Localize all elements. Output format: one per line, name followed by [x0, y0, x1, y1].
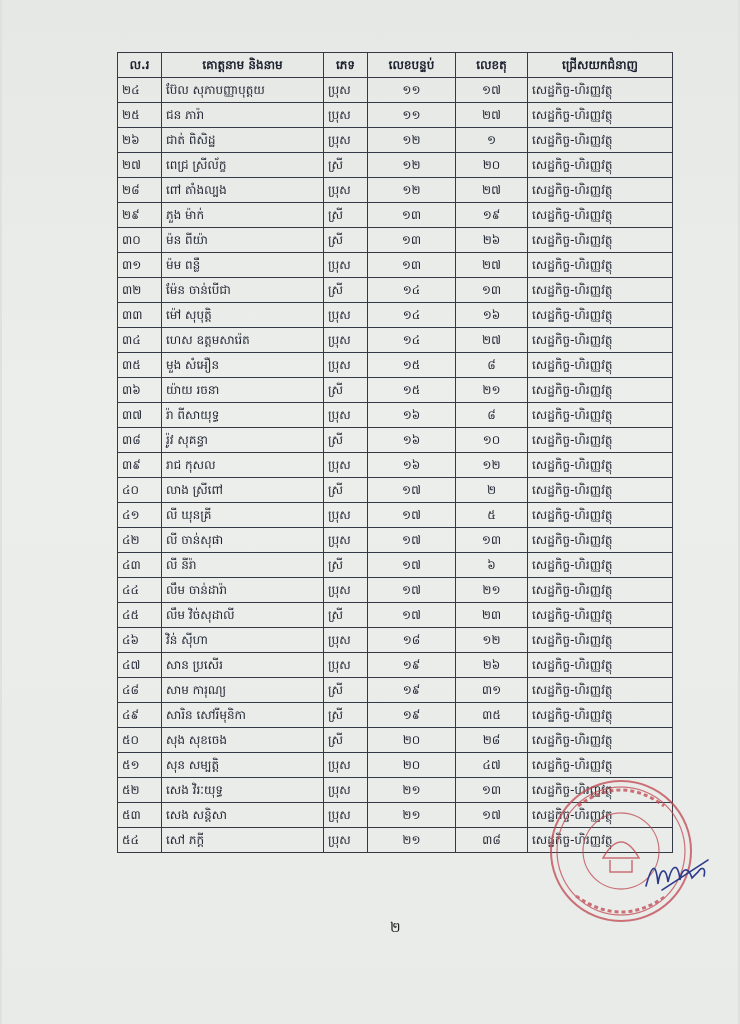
cell-number: ២៧ — [118, 153, 162, 178]
cell-number: ៣៤ — [118, 328, 162, 353]
table-row — [118, 378, 673, 403]
cell-number: ៣៥ — [118, 353, 162, 378]
cell-number: ៣៧ — [118, 403, 162, 428]
table-row — [118, 403, 673, 428]
cell-room-number: ២១ — [368, 778, 456, 803]
cell-chosen-major: សេដ្ឋកិច្ច-ហិរញ្ញវត្ថុ — [528, 428, 673, 453]
cell-number: ៤២ — [118, 528, 162, 553]
cell-number: ៤៦ — [118, 628, 162, 653]
cell-seat-number: ៣៥ — [456, 703, 528, 728]
cell-sex: ស្រី — [324, 678, 368, 703]
cell-number: ៣៦ — [118, 378, 162, 403]
cell-seat-number: ១៧ — [456, 803, 528, 828]
cell-room-number: ១៧ — [368, 553, 456, 578]
cell-number: ២៤ — [118, 78, 162, 103]
cell-sex: ស្រី — [324, 478, 368, 503]
cell-number: ៤០ — [118, 478, 162, 503]
cell-full-name: ពេជ្រ ស្រីល័ក្ខ — [162, 153, 324, 178]
cell-sex: ស្រី — [324, 728, 368, 753]
cell-full-name: លឹម វិច់សុដាលី — [162, 603, 324, 628]
cell-full-name: សាន ប្រសើរ — [162, 653, 324, 678]
cell-room-number: ១១ — [368, 78, 456, 103]
cell-full-name: វិន់ ស៊ីហា — [162, 628, 324, 653]
cell-chosen-major: សេដ្ឋកិច្ច-ហិរញ្ញវត្ថុ — [528, 603, 673, 628]
cell-full-name: សុង សុខចេង — [162, 728, 324, 753]
cell-room-number: ២១ — [368, 828, 456, 853]
header-number: ល.រ — [118, 53, 162, 78]
cell-chosen-major: សេដ្ឋកិច្ច-ហិរញ្ញវត្ថុ — [528, 728, 673, 753]
cell-chosen-major: សេដ្ឋកិច្ច-ហិរញ្ញវត្ថុ — [528, 153, 673, 178]
cell-number: ៤៣ — [118, 553, 162, 578]
cell-full-name: សាម ការុណ្យ — [162, 678, 324, 703]
cell-room-number: ១៧ — [368, 578, 456, 603]
cell-chosen-major: សេដ្ឋកិច្ច-ហិរញ្ញវត្ថុ — [528, 253, 673, 278]
cell-seat-number: ២៣ — [456, 603, 528, 628]
cell-room-number: ២១ — [368, 803, 456, 828]
table-row — [118, 353, 673, 378]
cell-chosen-major: សេដ្ឋកិច្ច-ហិរញ្ញវត្ថុ — [528, 828, 673, 853]
cell-seat-number: ៨ — [456, 353, 528, 378]
cell-seat-number: ២១ — [456, 378, 528, 403]
cell-sex: ប្រុស — [324, 253, 368, 278]
cell-sex: ស្រី — [324, 278, 368, 303]
cell-number: ៥០ — [118, 728, 162, 753]
cell-room-number: ១៣ — [368, 203, 456, 228]
cell-chosen-major: សេដ្ឋកិច្ច-ហិរញ្ញវត្ថុ — [528, 578, 673, 603]
table-row — [118, 528, 673, 553]
cell-chosen-major: សេដ្ឋកិច្ច-ហិរញ្ញវត្ថុ — [528, 678, 673, 703]
cell-sex: ប្រុស — [324, 778, 368, 803]
cell-full-name: លាង ស្រីពៅ — [162, 478, 324, 503]
student-roster-table — [117, 52, 673, 853]
cell-sex: ស្រី — [324, 428, 368, 453]
signature-icon — [642, 854, 712, 894]
cell-full-name: ហេស ឧត្តមសារ៉េត — [162, 328, 324, 353]
cell-chosen-major: សេដ្ឋកិច្ច-ហិរញ្ញវត្ថុ — [528, 778, 673, 803]
table-row — [118, 728, 673, 753]
cell-room-number: ១៧ — [368, 603, 456, 628]
cell-seat-number: ៤៧ — [456, 753, 528, 778]
cell-chosen-major: សេដ្ឋកិច្ច-ហិរញ្ញវត្ថុ — [528, 528, 673, 553]
cell-chosen-major: សេដ្ឋកិច្ច-ហិរញ្ញវត្ថុ — [528, 753, 673, 778]
cell-seat-number: ២៧ — [456, 328, 528, 353]
cell-number: ៣០ — [118, 228, 162, 253]
cell-sex: ប្រុស — [324, 828, 368, 853]
cell-room-number: ១៨ — [368, 628, 456, 653]
cell-chosen-major: សេដ្ឋកិច្ច-ហិរញ្ញវត្ថុ — [528, 478, 673, 503]
table-row — [118, 278, 673, 303]
cell-number: ៥៣ — [118, 803, 162, 828]
cell-full-name: សេង សន្តិសា — [162, 803, 324, 828]
cell-seat-number: ២៨ — [456, 728, 528, 753]
cell-sex: ស្រី — [324, 703, 368, 728]
cell-sex: ស្រី — [324, 378, 368, 403]
table-row — [118, 478, 673, 503]
cell-seat-number: ៥ — [456, 503, 528, 528]
cell-seat-number: ៣១ — [456, 678, 528, 703]
cell-sex: ប្រុស — [324, 128, 368, 153]
cell-full-name: លី ឃុនគ្រី — [162, 503, 324, 528]
cell-chosen-major: សេដ្ឋកិច្ច-ហិរញ្ញវត្ថុ — [528, 503, 673, 528]
cell-sex: ស្រី — [324, 203, 368, 228]
cell-seat-number: ២៧ — [456, 253, 528, 278]
cell-room-number: ១៦ — [368, 453, 456, 478]
cell-sex: ប្រុស — [324, 303, 368, 328]
cell-chosen-major: សេដ្ឋកិច្ច-ហិរញ្ញវត្ថុ — [528, 628, 673, 653]
cell-sex: ប្រុស — [324, 578, 368, 603]
table-row — [118, 253, 673, 278]
cell-sex: ប្រុស — [324, 453, 368, 478]
cell-seat-number: ២ — [456, 478, 528, 503]
header-row — [118, 53, 673, 78]
cell-full-name: យ៉ាយ រចនា — [162, 378, 324, 403]
cell-sex: ប្រុស — [324, 78, 368, 103]
cell-seat-number: ២៧ — [456, 103, 528, 128]
table-row — [118, 303, 673, 328]
table-row — [118, 753, 673, 778]
cell-room-number: ១៤ — [368, 303, 456, 328]
cell-seat-number: ១៣ — [456, 778, 528, 803]
cell-number: ២៨ — [118, 178, 162, 203]
cell-chosen-major: សេដ្ឋកិច្ច-ហិរញ្ញវត្ថុ — [528, 403, 673, 428]
cell-sex: ប្រុស — [324, 628, 368, 653]
cell-full-name: សុន សម្បត្តិ — [162, 753, 324, 778]
table-row — [118, 503, 673, 528]
cell-sex: ប្រុស — [324, 178, 368, 203]
cell-room-number: ១៩ — [368, 703, 456, 728]
cell-full-name: មួង សំអឿន — [162, 353, 324, 378]
cell-full-name: ជន ភារ៉ា — [162, 103, 324, 128]
cell-sex: ប្រុស — [324, 403, 368, 428]
table-row — [118, 103, 673, 128]
table-row — [118, 153, 673, 178]
cell-chosen-major: សេដ្ឋកិច្ច-ហិរញ្ញវត្ថុ — [528, 128, 673, 153]
cell-number: ៤៩ — [118, 703, 162, 728]
table-header — [118, 53, 673, 78]
cell-seat-number: ២៦ — [456, 653, 528, 678]
cell-full-name: លី ចាន់សុផា — [162, 528, 324, 553]
cell-number: ២៩ — [118, 203, 162, 228]
cell-full-name: ម៉ែន ចាន់បើជា — [162, 278, 324, 303]
table-row — [118, 603, 673, 628]
cell-sex: ស្រី — [324, 153, 368, 178]
cell-room-number: ១៦ — [368, 403, 456, 428]
cell-chosen-major: សេដ្ឋកិច្ច-ហិរញ្ញវត្ថុ — [528, 803, 673, 828]
document-page — [2, 0, 738, 1024]
cell-full-name: ជាត់ ពិសិដ្ឋ — [162, 128, 324, 153]
cell-number: ៣២ — [118, 278, 162, 303]
cell-full-name: សារិន សៅរីមុនិកា — [162, 703, 324, 728]
cell-room-number: ១៥ — [368, 378, 456, 403]
cell-chosen-major: សេដ្ឋកិច្ច-ហិរញ្ញវត្ថុ — [528, 703, 673, 728]
cell-number: ៤៤ — [118, 578, 162, 603]
cell-chosen-major: សេដ្ឋកិច្ច-ហិរញ្ញវត្ថុ — [528, 553, 673, 578]
cell-sex: ប្រុស — [324, 353, 368, 378]
cell-full-name: សេង វិរៈយុទ្ធ — [162, 778, 324, 803]
table-row — [118, 653, 673, 678]
cell-number: ៤៧ — [118, 653, 162, 678]
cell-room-number: ២០ — [368, 753, 456, 778]
header-seat-number: លេខតុ — [456, 53, 528, 78]
cell-room-number: ២០ — [368, 728, 456, 753]
cell-room-number: ១៣ — [368, 228, 456, 253]
table-row — [118, 578, 673, 603]
cell-chosen-major: សេដ្ឋកិច្ច-ហិរញ្ញវត្ថុ — [528, 378, 673, 403]
cell-sex: ស្រី — [324, 228, 368, 253]
cell-room-number: ១១ — [368, 103, 456, 128]
cell-seat-number: ២១ — [456, 578, 528, 603]
cell-number: ៤១ — [118, 503, 162, 528]
cell-room-number: ១៩ — [368, 653, 456, 678]
cell-chosen-major: សេដ្ឋកិច្ច-ហិរញ្ញវត្ថុ — [528, 278, 673, 303]
official-seal-icon — [548, 778, 694, 924]
cell-sex: ប្រុស — [324, 103, 368, 128]
cell-seat-number: ២០ — [456, 153, 528, 178]
cell-room-number: ១៥ — [368, 353, 456, 378]
table-row — [118, 453, 673, 478]
cell-number: ៣៩ — [118, 453, 162, 478]
table-row — [118, 128, 673, 153]
header-full-name: គោត្តនាម និងនាម — [162, 53, 324, 78]
cell-seat-number: ១៣ — [456, 278, 528, 303]
cell-full-name: រាជ កុសល — [162, 453, 324, 478]
cell-seat-number: ១២ — [456, 628, 528, 653]
cell-full-name: ភួង ម៉ាក់ — [162, 203, 324, 228]
cell-room-number: ១៤ — [368, 278, 456, 303]
cell-number: ៥១ — [118, 753, 162, 778]
cell-sex: ប្រុស — [324, 528, 368, 553]
cell-number: ៥៤ — [118, 828, 162, 853]
cell-seat-number: ១០ — [456, 428, 528, 453]
cell-chosen-major: សេដ្ឋកិច្ច-ហិរញ្ញវត្ថុ — [528, 453, 673, 478]
table-row — [118, 203, 673, 228]
cell-full-name: រ៉ា ពីសាយុទ្ធ — [162, 403, 324, 428]
cell-full-name: ប៊ែល សុភាបញ្ញាបុត្តយ — [162, 78, 324, 103]
cell-sex: ប្រុស — [324, 328, 368, 353]
cell-chosen-major: សេដ្ឋកិច្ច-ហិរញ្ញវត្ថុ — [528, 178, 673, 203]
cell-sex: ស្រី — [324, 553, 368, 578]
header-sex: ភេទ — [324, 53, 368, 78]
table-row — [118, 78, 673, 103]
table-row — [118, 428, 673, 453]
cell-sex: ប្រុស — [324, 653, 368, 678]
cell-number: ៣៣ — [118, 303, 162, 328]
cell-number: ៣៨ — [118, 428, 162, 453]
table-row — [118, 178, 673, 203]
cell-full-name: រ៉ូវ សុគន្ធា — [162, 428, 324, 453]
cell-chosen-major: សេដ្ឋកិច្ច-ហិរញ្ញវត្ថុ — [528, 353, 673, 378]
cell-full-name: លឹម ចាន់ដារ៉ា — [162, 578, 324, 603]
cell-seat-number: ១២ — [456, 453, 528, 478]
cell-room-number: ១៣ — [368, 253, 456, 278]
cell-chosen-major: សេដ្ឋកិច្ច-ហិរញ្ញវត្ថុ — [528, 78, 673, 103]
header-room-number: លេខបន្ទប់ — [368, 53, 456, 78]
cell-seat-number: ១៣ — [456, 528, 528, 553]
cell-chosen-major: សេដ្ឋកិច្ច-ហិរញ្ញវត្ថុ — [528, 328, 673, 353]
table-row — [118, 678, 673, 703]
cell-room-number: ១៧ — [368, 478, 456, 503]
cell-sex: ស្រី — [324, 603, 368, 628]
table-body — [118, 78, 673, 853]
cell-room-number: ១២ — [368, 178, 456, 203]
cell-number: ៤៥ — [118, 603, 162, 628]
cell-number: ៤៨ — [118, 678, 162, 703]
table-row — [118, 553, 673, 578]
cell-number: ២៦ — [118, 128, 162, 153]
cell-number: ៣១ — [118, 253, 162, 278]
cell-room-number: ១២ — [368, 153, 456, 178]
table-row — [118, 228, 673, 253]
cell-sex: ប្រុស — [324, 803, 368, 828]
cell-seat-number: ៦ — [456, 553, 528, 578]
cell-full-name: លី នីរ៉ា — [162, 553, 324, 578]
cell-room-number: ១៤ — [368, 328, 456, 353]
page-number: ២ — [390, 920, 401, 936]
cell-seat-number: ៨ — [456, 403, 528, 428]
cell-seat-number: ១៦ — [456, 303, 528, 328]
cell-sex: ប្រុស — [324, 753, 368, 778]
cell-chosen-major: សេដ្ឋកិច្ច-ហិរញ្ញវត្ថុ — [528, 303, 673, 328]
table-row — [118, 703, 673, 728]
cell-chosen-major: សេដ្ឋកិច្ច-ហិរញ្ញវត្ថុ — [528, 228, 673, 253]
table-row — [118, 628, 673, 653]
cell-room-number: ១២ — [368, 128, 456, 153]
cell-room-number: ១៩ — [368, 678, 456, 703]
cell-full-name: ម៉ៅ សុបុត្តិ — [162, 303, 324, 328]
cell-seat-number: ១៩ — [456, 203, 528, 228]
cell-sex: ប្រុស — [324, 503, 368, 528]
cell-chosen-major: សេដ្ឋកិច្ច-ហិរញ្ញវត្ថុ — [528, 203, 673, 228]
cell-room-number: ១៦ — [368, 428, 456, 453]
cell-seat-number: ៣៨ — [456, 828, 528, 853]
table-row — [118, 328, 673, 353]
cell-seat-number: ១៧ — [456, 78, 528, 103]
cell-seat-number: ១ — [456, 128, 528, 153]
header-chosen-major: ជ្រើសយកជំនាញ — [528, 53, 673, 78]
cell-full-name: ម៉ន ពីយ៉ា — [162, 228, 324, 253]
cell-chosen-major: សេដ្ឋកិច្ច-ហិរញ្ញវត្ថុ — [528, 103, 673, 128]
cell-chosen-major: សេដ្ឋកិច្ច-ហិរញ្ញវត្ថុ — [528, 653, 673, 678]
cell-number: ២៥ — [118, 103, 162, 128]
cell-number: ៥២ — [118, 778, 162, 803]
cell-full-name: ពៅ តាំងល្បង — [162, 178, 324, 203]
cell-seat-number: ២៧ — [456, 178, 528, 203]
cell-seat-number: ២៦ — [456, 228, 528, 253]
cell-full-name: សៅ ភក្តី — [162, 828, 324, 853]
cell-room-number: ១៧ — [368, 503, 456, 528]
cell-room-number: ១៧ — [368, 528, 456, 553]
cell-full-name: ម៉ម ពន្លឺ — [162, 253, 324, 278]
